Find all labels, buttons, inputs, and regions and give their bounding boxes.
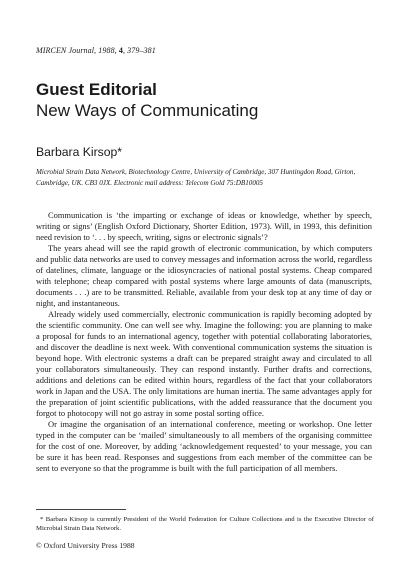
author-footnote: * Barbara Kirsop is currently President of the World Federation for Culture Collections and is the Executive Director of Microbial Strain Data Network. bbox=[36, 516, 374, 532]
footnote-divider bbox=[36, 509, 126, 510]
journal-volume: 4 bbox=[118, 46, 123, 55]
journal-pages: , 379–381 bbox=[122, 46, 156, 55]
journal-name: MIRCEN Journal, bbox=[36, 46, 97, 55]
body-paragraph-3: Already widely used commercially, electronic communication is rapidly becoming adopted by the scientific community. One can well see why. Imagine the following: you are planning to make a proposal for funds to an international agency, together with potential collaborating laboratories, and discover the deadline is next week. With conventional communication systems the situation is beyond hope. With electronic systems a draft can be prepared straight away and circulated to all your collaborators simultaneously. They can respond instantly. Further drafts and corrections, additions and deletions can be edited within hours, regardless of the fact that your collaborators work in Japan and the USA. The only limitations are human inertia. The same advantages apply for the preparation of joint scientific publications, with the added reassurance that the document you forgot to photocopy will not go astray in some postal sorting office. bbox=[36, 309, 372, 418]
article-title: New Ways of Communicating bbox=[36, 101, 259, 120]
author-name: Barbara Kirsop* bbox=[36, 145, 123, 159]
body-paragraph-4: Or imagine the organisation of an international conference, meeting or workshop. One letter typed in the computer can be ‘mailed’ simultaneously to all members of the organising committee for the cost of one. Moreover, by adding ‘acknowledgement requested’ to your message, you can be sure it has been read. Responses and suggestions from each member of the committee can be sent to everyone so that the programme is built with the full participation of all members. bbox=[36, 419, 372, 473]
body-paragraph-2: The years ahead will see the rapid growth of electronic communication, by which computers and public data networks are used to convey messages and information across the world, regardless of datelines, climate, language or the idiosyncracies of national postal systems. Cheap compared with telephone; cheap compared with postal systems where large amounts of data (manuscripts, documents . . .) are to be transmitted. Reliable, available from your desk top at any time of day or night, and instantaneous. bbox=[36, 243, 372, 308]
body-paragraph-1: Communication is ‘the imparting or exchange of ideas or knowledge, whether by speech, writing or signs’ (English Oxford Dictionary, Shorter Edition, 1973). Will, in 1993, this definition need revision to ‘. . . by speech, writing, signs or electronic signals’? bbox=[36, 210, 372, 242]
journal-citation bbox=[36, 46, 156, 55]
article-body bbox=[36, 210, 372, 474]
copyright-notice: © Oxford University Press 1988 bbox=[36, 541, 135, 550]
article-section-title: Guest Editorial bbox=[36, 80, 157, 99]
journal-year: 1988, bbox=[96, 46, 119, 55]
author-affiliation: Microbial Strain Data Network, Biotechnology Centre, University of Cambridge, 307 Huntingdon Road, Girton, Cambridge, UK. CB3 0JX. Electronic mail address: Telecom Gold 75:DB10005 bbox=[36, 168, 356, 187]
